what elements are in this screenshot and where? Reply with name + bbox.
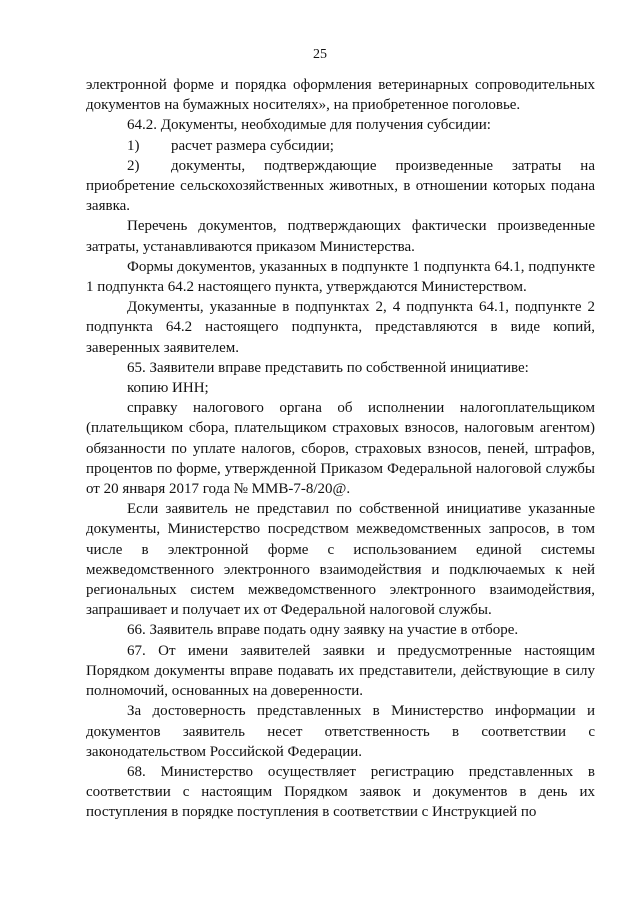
page-number: 25 [313, 47, 327, 62]
list-item-2 [86, 156, 595, 217]
paragraph-copies: Документы, указанные в подпунктах 2, 4 подпункта 64.1, подпункте 2 подпункта 64.2 настоящего подпункта, представляются в виде копий, заверенных заявителем. [86, 299, 595, 356]
paragraph-68: 68. Министерство осуществляет регистрацию представленных в соответствии с настоящим Порядком заявок и документов в день их поступления в порядке поступления в соответствии с Инструкцией по [86, 763, 595, 821]
paragraph-interagency-requests: Если заявитель не представил по собственной инициативе указанные документы, Министерство посредством межведомственных запросов, в том числе в электронной форме с использованием единой системы межведомственного электронного взаимодействия и подключаемых к ней региональных систем межведомственного электронного взаимодействия, запрашивает и получает их от Федеральной налоговой службы. [86, 501, 595, 619]
paragraph-responsibility: За достоверность представленных в Министерство информации и документов заявитель несет ответственность в соответствии с законодательством Российской Федерации. [86, 703, 595, 760]
paragraph-list-of-documents: Перечень документов, подтверждающих фактически произведенные затраты, устанавливаются приказом Министерства. [86, 218, 595, 255]
paragraph-64-2: 64.2. Документы, необходимые для получения субсидии: [127, 117, 491, 134]
paragraph-66: 66. Заявитель вправе подать одну заявку на участие в отборе. [127, 622, 519, 639]
paragraph-65: 65. Заявители вправе представить по собственной инициативе: [127, 359, 529, 376]
paragraph-67: 67. От имени заявителей заявки и предусмотренные настоящим Порядком документы вправе подавать их представители, действующие в силу полномочий, основанных на доверенности. [86, 642, 595, 700]
list-marker: 1) [127, 137, 140, 154]
document-body [86, 75, 595, 823]
paragraph-document-forms: Формы документов, указанных в подпункте 1 подпункта 64.1, подпункте 1 подпункта 64.2 настоящего пункта, утверждаются Министерством. [86, 258, 595, 296]
paragraph-continuation: электронной форме и порядка оформления ветеринарных сопроводительных документов на бумажных носителях», на приобретенное поголовье. [86, 77, 595, 114]
list-marker: 2) [127, 157, 140, 174]
list-item-text: расчет размера субсидии; [171, 137, 334, 154]
list-item-text: документы, подтверждающие произведенные затраты на приобретение сельскохозяйственных животных, в отношении которых подана заявка. [86, 157, 595, 215]
paragraph-tax-certificate: справку налогового органа об исполнении налогоплательщиком (плательщиком сбора, плательщиком страховых взносов, налоговым агентом) обязанности по уплате налогов, сборов, страховых взносов, пеней, штрафов, процентов по форме, утвержденной Приказом Федеральной налоговой службы от 20 января 2017 года № ММВ-7-8/20@. [86, 400, 595, 498]
list-item-1 [86, 136, 595, 156]
paragraph-inn-copy: копию ИНН; [127, 380, 209, 397]
